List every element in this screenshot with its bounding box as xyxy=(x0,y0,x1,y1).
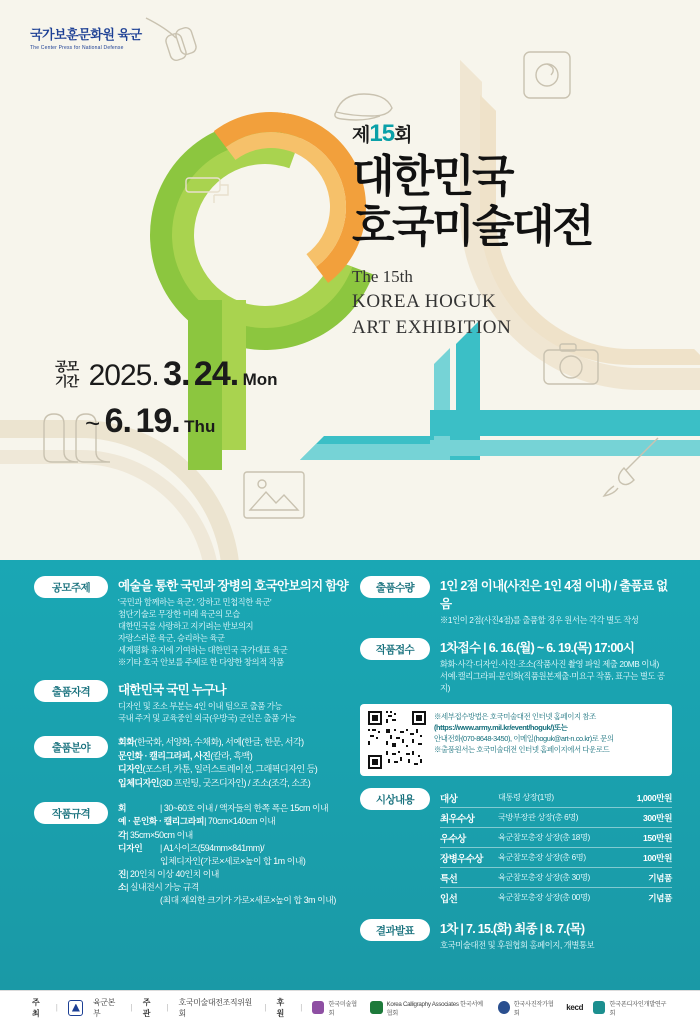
section-quantity xyxy=(360,576,672,626)
sponsor-logo-3 xyxy=(498,999,557,1017)
period-end-day: 19. xyxy=(135,402,180,440)
submission-date: | 6. 16.(월) ~ 6. 19.(목) 17:00시 xyxy=(483,641,635,656)
section-submission-heading xyxy=(440,638,672,656)
section-quantity-tag: 출품수량 xyxy=(360,576,430,598)
period-year: 2025. xyxy=(88,359,159,392)
section-eligibility-tag: 출품자격 xyxy=(34,680,108,702)
spec-value: 입체디자인(가로×세로×높이 합 1m 이내) xyxy=(160,855,306,866)
category-key: 입체디자인 xyxy=(118,777,159,788)
qr-contact-box[interactable] xyxy=(360,704,672,776)
qr-contact-text xyxy=(434,711,614,755)
qr-line: ※세부접수방법은 호국미술대전 인터넷 홈페이지 참조 xyxy=(434,712,596,722)
results-item: 호국미술대전 및 후원협회 홈페이지, 개별통보 xyxy=(440,940,595,951)
sponsor-name: kecd xyxy=(566,1003,584,1012)
award-desc: 육군참모총장 상장(총 18명) xyxy=(498,833,590,843)
section-theme-heading: 예술을 통한 국민과 장병의 호국안보의지 함양 xyxy=(118,579,348,593)
section-categories xyxy=(34,736,356,790)
section-categories-tag: 출품분야 xyxy=(34,736,108,758)
spec-row xyxy=(118,829,356,842)
spec-value: | 실내전시 가능 규격 xyxy=(126,882,199,893)
period-label xyxy=(55,360,78,390)
section-eligibility xyxy=(34,680,356,724)
category-key: 디자인 xyxy=(118,764,143,775)
category-value: (한국화, 서양화, 수채화), 서예(한글, 한문, 서각) xyxy=(134,737,304,748)
spec-row xyxy=(118,881,356,894)
sponsor-name: 한국미술협회 xyxy=(328,1000,357,1017)
category-value: (3D 프린팅, 굿즈디자인) / 조소(조각, 소조) xyxy=(158,777,311,788)
period-start xyxy=(89,355,278,394)
sponsor-name: Korea Calligraphy Associates 한국서예협회 xyxy=(386,1000,483,1017)
title-en-line3: ART EXHIBITION xyxy=(352,316,512,338)
award-name: 특선 xyxy=(440,873,458,885)
period-start-month: 3. xyxy=(163,355,190,393)
title-block xyxy=(352,120,672,341)
army-emblem-icon xyxy=(68,1000,83,1016)
theme-item: '국민과 함께하는 육군', '강하고 민첩직한 육군' xyxy=(118,597,272,607)
sponsor-mark-icon xyxy=(593,1001,605,1014)
info-column-left xyxy=(34,576,356,917)
spec-key: 예 · 문인화 · 캘리그라피 xyxy=(118,816,205,827)
dog-tag-icon xyxy=(138,14,200,74)
section-specs-tag: 작품규격 xyxy=(34,802,108,824)
footer-divider: | xyxy=(166,1003,169,1012)
awards-table xyxy=(440,788,672,907)
eligibility-item: 디자인 및 조소 부분는 4인 이내 팀으로 출품 가능 xyxy=(118,701,283,712)
period-end xyxy=(85,402,278,441)
table-row xyxy=(440,788,672,808)
title-main-line1: 대한민국 xyxy=(352,152,513,201)
period-end-month: 6. xyxy=(104,402,131,440)
title-main xyxy=(352,152,672,252)
award-name: 장병우수상 xyxy=(440,853,483,865)
info-column-right xyxy=(360,576,672,960)
sponsor-logo-5 xyxy=(593,999,668,1017)
sponsor-logo-1 xyxy=(312,999,360,1017)
section-quantity-body xyxy=(440,576,672,626)
camera-icon xyxy=(540,340,602,390)
category-row xyxy=(118,736,356,750)
section-theme-tag: 공모주제 xyxy=(34,576,108,598)
footer-host-value: 육군본부 xyxy=(93,997,116,1018)
logo-en-text: The Center Press for National Defense xyxy=(30,45,124,51)
period-label-line1: 공모 xyxy=(55,358,79,374)
category-key: 회화 xyxy=(118,737,135,748)
spec-row xyxy=(118,802,356,815)
section-submission xyxy=(360,638,672,694)
decorative-elbow-teal-inner xyxy=(300,348,450,460)
sponsor-logo-2 xyxy=(370,999,487,1017)
spec-row xyxy=(118,855,356,868)
section-theme xyxy=(34,576,356,668)
table-row xyxy=(440,828,672,848)
eligibility-item: 국내 주거 및 교육중인 외국(우방국) 군인은 출품 가능 xyxy=(118,713,296,724)
footer-host-label: 주최 xyxy=(32,997,40,1018)
category-key: 문인화 · 캘리그라피, 사진 xyxy=(118,750,211,761)
qr-code-icon[interactable] xyxy=(368,711,426,769)
submission-items xyxy=(440,658,672,694)
theme-item: 첨단기술로 무장한 미래 육군의 모습 xyxy=(118,609,240,620)
award-value: 150만원 xyxy=(643,832,672,843)
award-desc: 육군참모총장 상장(총 30명) xyxy=(498,873,590,883)
award-value: 기념품 xyxy=(648,872,672,883)
film-reel-icon xyxy=(520,48,574,102)
section-eligibility-heading: 대한민국 국민 누구나 xyxy=(118,683,226,698)
title-english xyxy=(352,266,672,340)
spec-row xyxy=(118,894,356,907)
spec-key: 각 xyxy=(118,829,127,840)
footer-divider: | xyxy=(264,1003,267,1012)
section-categories-body xyxy=(118,736,356,790)
section-awards xyxy=(360,788,672,907)
section-eligibility-body xyxy=(118,680,356,724)
title-en-line2: KOREA HOGUK xyxy=(352,291,497,313)
edition-prefix: 제 xyxy=(352,125,370,146)
period-tilde: ~ xyxy=(85,408,101,438)
award-desc: 육군참모총장 상장(총 00명) xyxy=(498,893,590,903)
paintbrush-icon xyxy=(600,430,670,500)
theme-item: ※기타 호국 안보를 주제로 한 다양한 창의적 작품 xyxy=(118,657,284,668)
award-value: 300만원 xyxy=(643,812,672,823)
section-theme-items xyxy=(118,596,356,668)
qr-line-contact: 안내전화(070-8648-3450), 이메일(hoguk@art-n.co.kr)로 문의 xyxy=(434,734,614,744)
submission-round-label: 1차접수 xyxy=(440,641,481,656)
section-specs-body xyxy=(118,802,356,908)
section-results-heading: 1차 | 7. 15.(화) 최종 | 8. 7.(목) xyxy=(440,922,585,937)
spec-key: 진 xyxy=(118,869,127,880)
category-row xyxy=(118,750,356,764)
spec-value: | 30~60호 이내 / 액자들의 한쪽 폭은 15cm 이내 xyxy=(160,803,329,814)
spec-value: | 35cm×50cm 이내 xyxy=(126,829,193,840)
section-theme-body xyxy=(118,576,356,668)
spec-value: | 70cm×140cm 이내 xyxy=(204,816,276,827)
table-row xyxy=(440,808,672,828)
award-value: 기념품 xyxy=(648,892,672,903)
spec-value: | 20인치 이상 40인치 이내 xyxy=(126,869,219,880)
sponsor-name: 한국사진작가협회 xyxy=(513,1000,554,1017)
quantity-item: ※1인이 2점(사진4점)를 출품할 경우 원서는 각각 별도 작성 xyxy=(440,615,639,625)
section-results-body xyxy=(440,919,672,951)
theme-item: 대한민국을 사랑하고 지키려는 반보의지 xyxy=(118,621,254,632)
award-desc: 대통령 상장(1명) xyxy=(498,793,554,803)
edition-line xyxy=(352,120,672,148)
footer-sponsor-label: 후원 xyxy=(276,997,284,1018)
footer-divider: | xyxy=(300,1003,303,1012)
section-quantity-heading: 1인 2점 이내(사진은 1인 4점 이내) / 출품료 없음 xyxy=(440,579,668,611)
poster-info-section xyxy=(0,560,700,990)
qr-contact-block xyxy=(360,704,672,776)
military-cap-icon xyxy=(330,84,400,124)
qr-line-url[interactable]: (https://www.army.mil.kr/event/hoguk/)또는 xyxy=(434,723,568,733)
period-end-dow: Thu xyxy=(184,417,216,436)
footer-divider: | xyxy=(55,1003,58,1012)
section-results xyxy=(360,919,672,951)
submission-period xyxy=(55,355,278,441)
spec-row xyxy=(118,815,356,828)
spec-key: 디자인 xyxy=(118,842,143,853)
award-desc: 육군참모총장 상장(총 6명) xyxy=(498,853,586,863)
footer-divider: | xyxy=(130,1003,133,1012)
spec-value: | A1사이즈(594mm×841mm)/ xyxy=(160,842,265,853)
award-name: 우수상 xyxy=(440,833,466,845)
section-submission-body xyxy=(440,638,672,694)
table-row xyxy=(440,848,672,868)
category-row xyxy=(118,777,356,791)
submission-item: 서예·캘리그라피·문인화(직품원본제출·미요구 작품, 표구는 별도 공지) xyxy=(440,671,665,694)
period-label-line2: 기간 xyxy=(55,373,79,389)
footer-organizer-value: 호국미술대전조직위원회 xyxy=(178,997,252,1018)
theme-item: 자랑스러운 육군, 승리하는 육군 xyxy=(118,633,225,644)
logo-kr-text: 국가보훈문화원 육군 xyxy=(30,27,142,42)
section-eligibility-items xyxy=(118,700,356,724)
spec-row xyxy=(118,868,356,881)
sponsor-mark-icon xyxy=(312,1001,324,1014)
section-specs xyxy=(34,802,356,908)
category-row xyxy=(118,763,356,777)
edition-suffix: 회 xyxy=(394,125,412,146)
picture-frame-icon xyxy=(240,468,308,524)
category-value: (포스터, 카툰, 일러스트레이션, 그래픽디자인 등) xyxy=(142,764,318,775)
award-value: 1,000만원 xyxy=(636,792,672,803)
award-name: 대상 xyxy=(440,793,458,805)
spec-key: 소 xyxy=(118,882,127,893)
submission-item: 화화·사각·디자인·사진·조소(작품사진 촬영 파일 제출 20MB 이내) xyxy=(440,659,659,670)
title-main-line2: 호국미술대전 xyxy=(352,202,593,252)
award-name: 입선 xyxy=(440,893,458,905)
award-value: 100만원 xyxy=(643,852,672,863)
period-start-dow: Mon xyxy=(242,370,278,389)
edition-number: 15 xyxy=(369,120,395,147)
qr-line: ※출품원서는 호국미술대전 인터넷 홈페이지에서 다운로드 xyxy=(434,745,610,755)
poster-footer xyxy=(0,990,700,1024)
section-submission-tag: 작품접수 xyxy=(360,638,430,660)
table-row xyxy=(440,888,672,907)
section-awards-tag: 시상내용 xyxy=(360,788,430,810)
spec-key: 회 xyxy=(118,803,127,814)
award-name: 최우수상 xyxy=(440,813,475,825)
paint-roller-icon xyxy=(180,170,240,230)
period-start-day: 24. xyxy=(193,355,239,393)
spec-row xyxy=(118,842,356,855)
theme-item: 세계평화 유지에 기여하는 대한민국 국가대표 육군 xyxy=(118,645,288,656)
footer-organizer-label: 주관 xyxy=(142,997,151,1018)
cndf-logo xyxy=(30,24,142,51)
spec-value: (최대 제외한 크기가 가로×세로×높이 합 3m 이내) xyxy=(160,895,336,906)
category-value: (칼라, 흑백) xyxy=(210,750,253,761)
award-desc: 국방부장관 상장(총 6명) xyxy=(498,813,579,823)
section-results-tag: 결과발표 xyxy=(360,919,430,941)
sponsor-logo-4 xyxy=(566,1003,583,1012)
sponsor-name: 한국폰디자인개발연구회 xyxy=(609,1000,667,1017)
title-en-line1: The 15th xyxy=(352,267,413,287)
table-row xyxy=(440,868,672,888)
sponsor-mark-icon xyxy=(498,1001,510,1014)
sponsor-mark-icon xyxy=(370,1001,382,1014)
